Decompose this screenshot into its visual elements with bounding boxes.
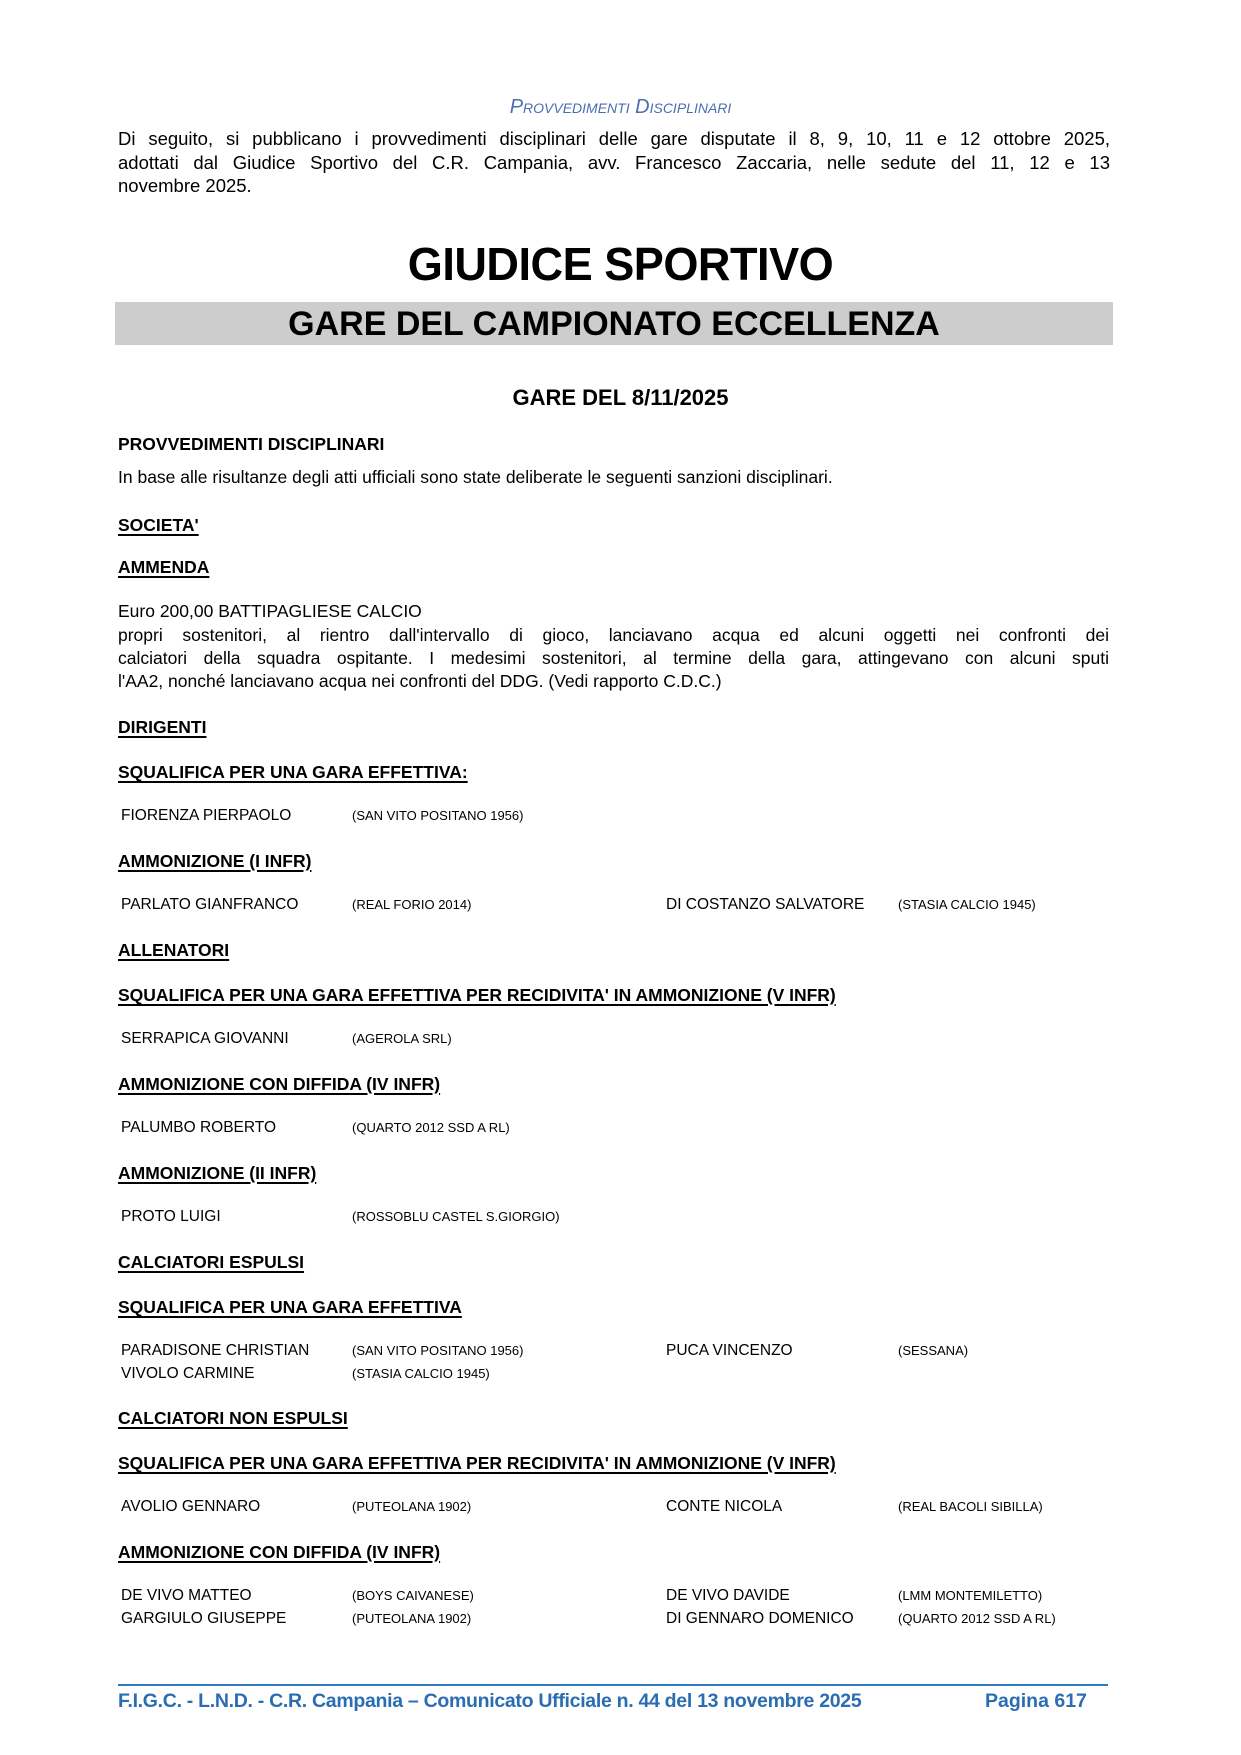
entry-name: DE VIVO DAVIDE bbox=[666, 1587, 790, 1604]
footer-rule bbox=[118, 1684, 1108, 1686]
entry-name: PROTO LUIGI bbox=[121, 1208, 221, 1225]
dirigenti-ammonizione-heading: AMMONIZIONE (I INFR) bbox=[118, 851, 312, 871]
entry-team: (STASIA CALCIO 1945) bbox=[898, 897, 1036, 912]
fine-text-line: calciatori della squadra ospitante. I medesimi sostenitori, al termine della gara, attingevano con alcuni sputi bbox=[118, 648, 1109, 668]
non-espulsi-squalifica-heading: SQUALIFICA PER UNA GARA EFFETTIVA PER RECIDIVITA' IN AMMONIZIONE (V INFR) bbox=[118, 1453, 836, 1473]
intro-line: Di seguito, si pubblicano i provvedimenti disciplinari delle gare disputate il 8, 9, 10, 11 e 12 ottobre 2025, bbox=[118, 128, 1110, 149]
provvedimenti-heading: PROVVEDIMENTI DISCIPLINARI bbox=[118, 434, 385, 454]
entry-team: (AGEROLA SRL) bbox=[352, 1031, 452, 1046]
entry-team: (REAL FORIO 2014) bbox=[352, 897, 472, 912]
fine-text bbox=[118, 624, 1109, 693]
entry-name: DE VIVO MATTEO bbox=[121, 1587, 252, 1604]
calciatori-espulsi-heading: CALCIATORI ESPULSI bbox=[118, 1252, 305, 1272]
entry-name: GARGIULO GIUSEPPE bbox=[121, 1610, 287, 1627]
entry-team: (STASIA CALCIO 1945) bbox=[352, 1366, 490, 1381]
societa-heading: SOCIETA' bbox=[118, 515, 199, 535]
entry-name: PARADISONE CHRISTIAN bbox=[121, 1342, 310, 1359]
entry-team: (QUARTO 2012 SSD A RL) bbox=[352, 1120, 510, 1135]
calciatori-non-espulsi-heading: CALCIATORI NON ESPULSI bbox=[118, 1408, 348, 1428]
page-title: GIUDICE SPORTIVO bbox=[407, 238, 834, 290]
ammenda-heading: AMMENDA bbox=[118, 557, 210, 577]
entry-team: (PUTEOLANA 1902) bbox=[352, 1499, 472, 1514]
entry-name: CONTE NICOLA bbox=[666, 1498, 783, 1515]
allenatori-diffida-heading: AMMONIZIONE CON DIFFIDA (IV INFR) bbox=[118, 1074, 441, 1094]
dirigenti-heading: DIRIGENTI bbox=[118, 717, 207, 737]
entry-name: DI COSTANZO SALVATORE bbox=[666, 896, 865, 913]
allenatori-heading: ALLENATORI bbox=[118, 940, 230, 960]
entry-name: VIVOLO CARMINE bbox=[121, 1365, 255, 1382]
entry-name: DI GENNARO DOMENICO bbox=[666, 1610, 854, 1627]
section-title: Provvedimenti Disciplinari bbox=[509, 96, 732, 118]
footer-publication: F.I.G.C. - L.N.D. - C.R. Campania – Comunicato Ufficiale n. 44 del 13 novembre 2025 bbox=[118, 1690, 862, 1712]
entry-team: (REAL BACOLI SIBILLA) bbox=[898, 1499, 1043, 1514]
entry-team: (QUARTO 2012 SSD A RL) bbox=[898, 1611, 1056, 1626]
entry-name: AVOLIO GENNARO bbox=[121, 1498, 261, 1515]
entry-team: (SAN VITO POSITANO 1956) bbox=[352, 808, 524, 823]
entry-name: PUCA VINCENZO bbox=[666, 1342, 793, 1359]
entry-team: (LMM MONTEMILETTO) bbox=[898, 1588, 1043, 1603]
espulsi-squalifica-heading: SQUALIFICA PER UNA GARA EFFETTIVA bbox=[118, 1297, 462, 1317]
entry-team: (ROSSOBLU CASTEL S.GIORGIO) bbox=[352, 1209, 560, 1224]
entry-team: (BOYS CAIVANESE) bbox=[352, 1588, 474, 1603]
intro-paragraph bbox=[118, 127, 1110, 198]
entry-team: (SESSANA) bbox=[898, 1343, 969, 1358]
dirigenti-squalifica-heading: SQUALIFICA PER UNA GARA EFFETTIVA: bbox=[118, 762, 468, 782]
page-number: Pagina 617 bbox=[985, 1690, 1087, 1712]
provvedimenti-text: In base alle risultanze degli atti ufficiali sono state deliberate le seguenti sanzioni disciplinari. bbox=[118, 467, 833, 487]
fine-text-line: l'AA2, nonché lanciavano acqua nei confronti del DDG. (Vedi rapporto C.D.C.) bbox=[118, 671, 722, 691]
championship-title: GARE DEL CAMPIONATO ECCELLENZA bbox=[288, 305, 940, 343]
entry-team: (SAN VITO POSITANO 1956) bbox=[352, 1343, 524, 1358]
fine-line: Euro 200,00 BATTIPAGLIESE CALCIO bbox=[118, 601, 422, 621]
entry-name: FIORENZA PIERPAOLO bbox=[121, 807, 292, 824]
intro-line: adottati dal Giudice Sportivo del C.R. Campania, avv. Francesco Zaccaria, nelle sedute del 11, 12 e 13 bbox=[118, 151, 1110, 173]
date-heading: GARE DEL 8/11/2025 bbox=[512, 385, 729, 410]
entry-name: PALUMBO ROBERTO bbox=[121, 1119, 277, 1136]
entry-name: SERRAPICA GIOVANNI bbox=[121, 1030, 289, 1047]
allenatori-squalifica-heading: SQUALIFICA PER UNA GARA EFFETTIVA PER RECIDIVITA' IN AMMONIZIONE (V INFR) bbox=[118, 985, 836, 1005]
allenatori-ammonizione-heading: AMMONIZIONE (II INFR) bbox=[118, 1163, 317, 1183]
non-espulsi-diffida-heading: AMMONIZIONE CON DIFFIDA (IV INFR) bbox=[118, 1542, 441, 1562]
intro-line: novembre 2025. bbox=[118, 175, 252, 197]
entry-team: (PUTEOLANA 1902) bbox=[352, 1611, 472, 1626]
entry-name: PARLATO GIANFRANCO bbox=[121, 896, 299, 913]
fine-text-line: propri sostenitori, al rientro dall'intervallo di gioco, lanciavano acqua ed alcuni oggetti nei confronti dei bbox=[118, 625, 1109, 645]
